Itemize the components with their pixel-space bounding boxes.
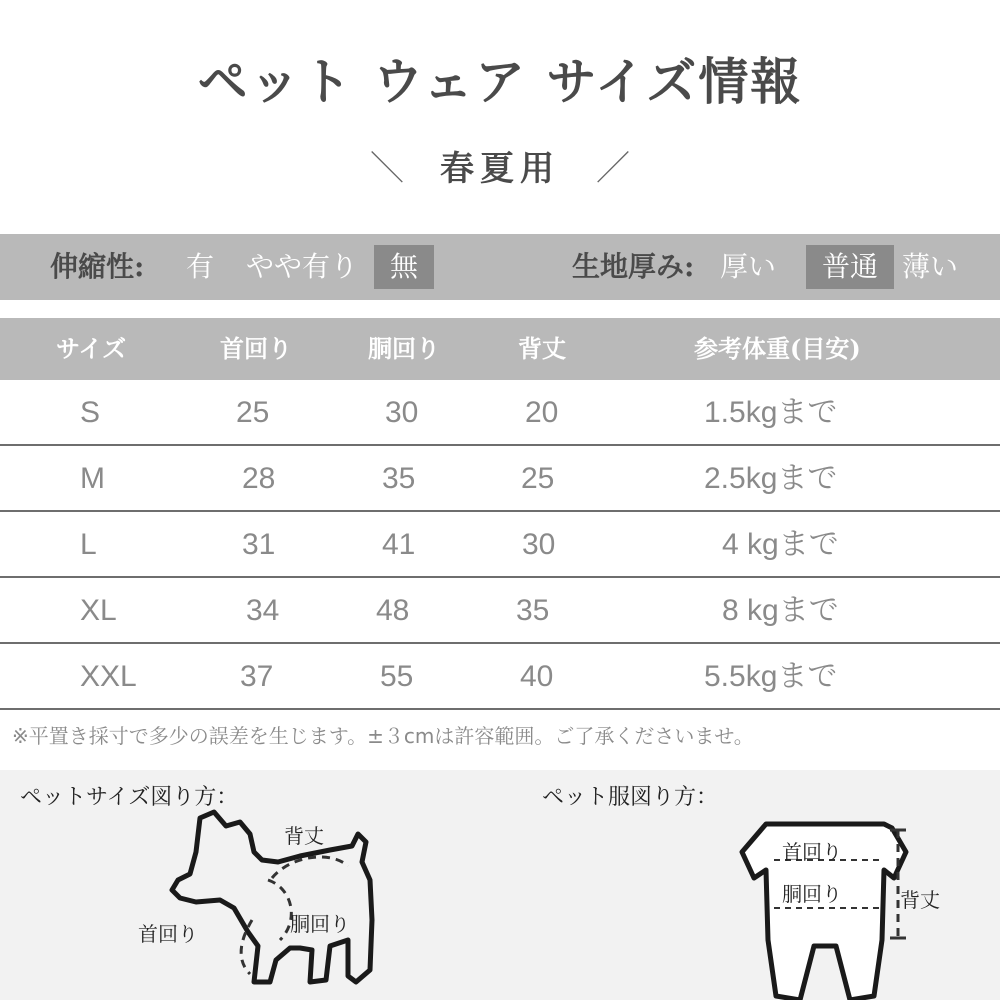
clothes-back-label: 背丈 bbox=[900, 888, 940, 912]
measurement-note: ※平置き採寸で多少の誤差を生じます。±３cmは許容範囲。ご了承くださいませ。 bbox=[12, 724, 754, 748]
thickness-option-thick: 厚い bbox=[720, 250, 777, 283]
col-back: 背丈 bbox=[518, 334, 566, 363]
cell-weight: 5.5kgまで bbox=[704, 660, 838, 693]
cell-size: S bbox=[80, 396, 101, 429]
cell-chest: 55 bbox=[380, 660, 414, 693]
pet-chest-label: 胴回り bbox=[290, 912, 350, 936]
slash-right: ／ bbox=[596, 148, 630, 189]
stretch-option-yes: 有 bbox=[186, 250, 215, 283]
cell-neck: 25 bbox=[236, 396, 270, 429]
size-table-header bbox=[0, 318, 1000, 380]
cell-back: 30 bbox=[522, 528, 556, 561]
clothes-chest-label: 胴回り bbox=[782, 882, 842, 906]
col-size: サイズ bbox=[56, 334, 127, 363]
cell-size: M bbox=[80, 462, 105, 495]
thickness-label: 生地厚み: bbox=[572, 250, 695, 283]
clothes-neck-label: 首回り bbox=[782, 840, 842, 864]
pet-neck-label: 首回り bbox=[138, 922, 198, 946]
cell-neck: 31 bbox=[242, 528, 276, 561]
thickness-option-thin: 薄い bbox=[902, 250, 959, 283]
cell-back: 40 bbox=[520, 660, 554, 693]
dog-silhouette-icon bbox=[0, 770, 510, 1000]
col-neck: 首回り bbox=[220, 334, 292, 363]
col-chest: 胴回り bbox=[368, 334, 440, 363]
cell-weight: 4 kgまで bbox=[722, 528, 839, 561]
stretch-label: 伸縮性: bbox=[50, 250, 145, 283]
cell-back: 35 bbox=[516, 594, 550, 627]
cell-chest: 41 bbox=[382, 528, 416, 561]
col-weight: 参考体重(目安) bbox=[694, 334, 861, 363]
table-row bbox=[0, 644, 1000, 710]
thickness-option-normal-selected: 普通 bbox=[806, 245, 894, 289]
subtitle-row bbox=[0, 140, 1000, 190]
cell-neck: 37 bbox=[240, 660, 274, 693]
page-title: ペット ウェア サイズ情報 bbox=[197, 53, 803, 111]
cell-size: XXL bbox=[80, 660, 137, 693]
cell-chest: 30 bbox=[385, 396, 419, 429]
cell-weight: 8 kgまで bbox=[722, 594, 839, 627]
stretch-option-none-selected: 無 bbox=[374, 245, 434, 289]
cell-back: 20 bbox=[525, 396, 559, 429]
fabric-spec-bar bbox=[0, 234, 1000, 300]
clothes-size-guide-panel bbox=[510, 770, 1000, 1000]
stretch-option-some: やや有り bbox=[246, 250, 359, 283]
pet-size-guide-title: ペットサイズ図り方： bbox=[20, 785, 239, 810]
table-row bbox=[0, 380, 1000, 446]
page-subtitle: 春夏用 bbox=[440, 148, 560, 189]
slash-left: ＼ bbox=[370, 148, 404, 189]
cell-size: XL bbox=[80, 594, 117, 627]
table-row bbox=[0, 446, 1000, 512]
cell-neck: 28 bbox=[242, 462, 276, 495]
cell-chest: 48 bbox=[376, 594, 410, 627]
table-row bbox=[0, 578, 1000, 644]
cell-neck: 34 bbox=[246, 594, 280, 627]
clothes-size-guide-title: ペット服図り方： bbox=[542, 785, 719, 810]
cell-chest: 35 bbox=[382, 462, 416, 495]
table-row bbox=[0, 512, 1000, 578]
cell-back: 25 bbox=[521, 462, 555, 495]
cell-size: L bbox=[80, 528, 97, 561]
pet-size-guide-panel bbox=[0, 770, 510, 1000]
cell-weight: 1.5kgまで bbox=[704, 396, 838, 429]
cell-weight: 2.5kgまで bbox=[704, 462, 838, 495]
pet-back-label: 背丈 bbox=[284, 824, 324, 848]
